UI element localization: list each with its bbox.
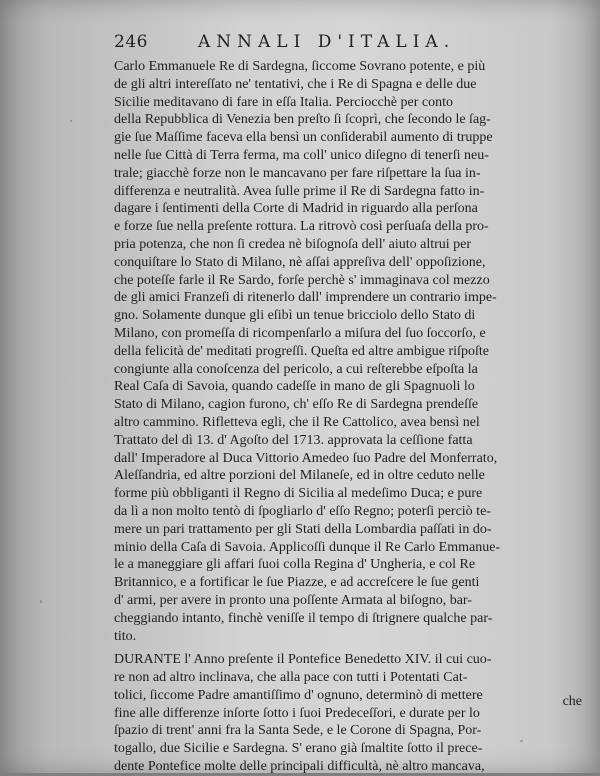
- text-line: minio della Caſa di Savoia. Applicoſſi dunque il Re Carlo Emmanue-: [114, 539, 501, 555]
- text-line: cheggiando intanto, finchè veniſſe il tempo di ſtrignere qualche par-: [114, 610, 493, 626]
- text-line: togallo, due Sicilie e Sardegna. S' erano già ſmaltite ſotto il prece-: [114, 741, 483, 757]
- text-line: dente Pontefice molte delle principali difficultà, nè altro mancava,: [114, 759, 485, 775]
- text-line: conquiſtare lo Stato di Milano, nè aſſai appreſiva dell' oppoſizione,: [114, 254, 486, 270]
- text-line: d' armi, per avere in pronto una poſſente Armata al biſogno, bar-: [114, 592, 472, 608]
- running-head: ANNALI D'ITALIA.: [198, 32, 456, 52]
- text-line: Trattato del dì 13. d' Agoſto del 1713. approvata la ceſſione fatta: [114, 432, 473, 448]
- text-line: Real Caſa di Savoia, quando cadeſſe in mano de gli Spagnuoli lo: [114, 379, 475, 395]
- page-header: [114, 32, 586, 54]
- page-number: 246: [114, 32, 148, 52]
- text-line: tito.: [114, 628, 137, 644]
- text-line: re non ad altro inclinava, che alla pace con tutti i Potentati Cat-: [114, 670, 468, 686]
- text-line: pria potenza, che non ſi credea nè biſognoſa dell' aiuto altrui per: [114, 236, 472, 252]
- text-line: mere un pari trattamento per gli Stati della Lombardia paſſati in do-: [114, 521, 492, 537]
- catchword: che: [562, 694, 582, 709]
- text-line: trale; giacchè forze non le mancavano per fare riſpettare la ſua in-: [114, 165, 481, 181]
- text-line: forme più obbliganti il Regno di Sicilia al medeſimo Duca; e pure: [114, 486, 483, 502]
- text-line: Carlo Emmanuele Re di Sardegna, ſiccome Sovrano potente, e più: [114, 59, 486, 74]
- paper-speck: [70, 120, 72, 122]
- text-line: Aleſſandria, ed altre porzioni del Milaneſe, ed in oltre ceduto nelle: [114, 468, 485, 484]
- paper-speck: [40, 600, 42, 603]
- text-line: nelle ſue Città di Terra ferma, ma coll' unico diſegno di tenerſi neu-: [114, 147, 489, 163]
- text-line: de gli altri intereſſato ne' tentativi, che i Re di Spagna e delle due: [114, 76, 477, 92]
- text-line: da lì a non molto tentò di ſpogliarlo d' eſſo Regno; poterſi perciò te-: [114, 503, 491, 519]
- text-line: altro cammino. Rifletteva egli, che il Re Cattolico, avea bensì nel: [114, 414, 480, 430]
- text-line: le a maneggiare gli affari ſuoi colla Regina d' Ungheria, e col Re: [114, 557, 476, 573]
- text-line: differenza e neutralità. Avea ſulle prime il Re di Sardegna fatto in-: [114, 183, 485, 199]
- text-line: Stato di Milano, cagion furono, ch' eſſo Re di Sardegna prendeſſe: [114, 397, 479, 413]
- text-line: Britannico, e a fortificar le ſue Piazze, e ad accreſcere le ſue genti: [114, 575, 480, 591]
- text-line: ſpazio di trent' anni fra la Santa Sede, e le Corone di Spagna, Por-: [114, 723, 482, 739]
- text-line: fine alle differenze inſorte ſotto i ſuoi Predeceſſori, e durate per lo: [114, 705, 480, 721]
- text-line: della felicità de' meditati progreſſi. Queſta ed altre ambigue riſpoſte: [114, 343, 489, 359]
- text-line: Sicilie meditavano di fare in eſſa Italia. Perciocchè per conto: [114, 94, 453, 110]
- text-line: congiunte alla conoſcenza del pericolo, a cui reſterebbe eſpoſta la: [114, 361, 478, 377]
- page-body-text: [114, 58, 584, 776]
- text-line: che poteſſe farle il Re Sardo, forſe perchè s' immaginava col mezzo: [114, 272, 490, 288]
- text-line: gie ſue Maſſime faceva ella bensì un conſiderabil aumento di truppe: [114, 130, 493, 146]
- text-line: e forze ſue nella preſente rottura. La ritrovò così perſuaſa della pro-: [114, 219, 489, 235]
- text-line: de gli amici Franzeſi di ritenerlo dall' imprendere un contrario impe-: [114, 290, 497, 306]
- text-line: tolici, ſiccome Padre amantiſſimo d' ognuno, determinò di mettere: [114, 687, 483, 703]
- text-line: gno. Solamente dunque gli eſibì un tenue bricciolo dello Stato di: [114, 308, 476, 324]
- text-line: della Repubblica di Venezia ben preſto ſi ſcoprì, che ſecondo le ſag-: [114, 112, 491, 128]
- text-line: dall' Imperadore al Duca Vittorio Amedeo ſuo Padre del Monferrato,: [114, 450, 498, 466]
- text-line: dagare i ſentimenti della Corte di Madrid in riguardo alla perſona: [114, 201, 478, 217]
- text-line: Milano, con promeſſa di ricompenſarlo a miſura del ſuo ſoccorſo, e: [114, 325, 486, 341]
- text-line: DURANTE l' Anno preſente il Pontefice Benedetto XIV. il cui cuo-: [114, 652, 492, 668]
